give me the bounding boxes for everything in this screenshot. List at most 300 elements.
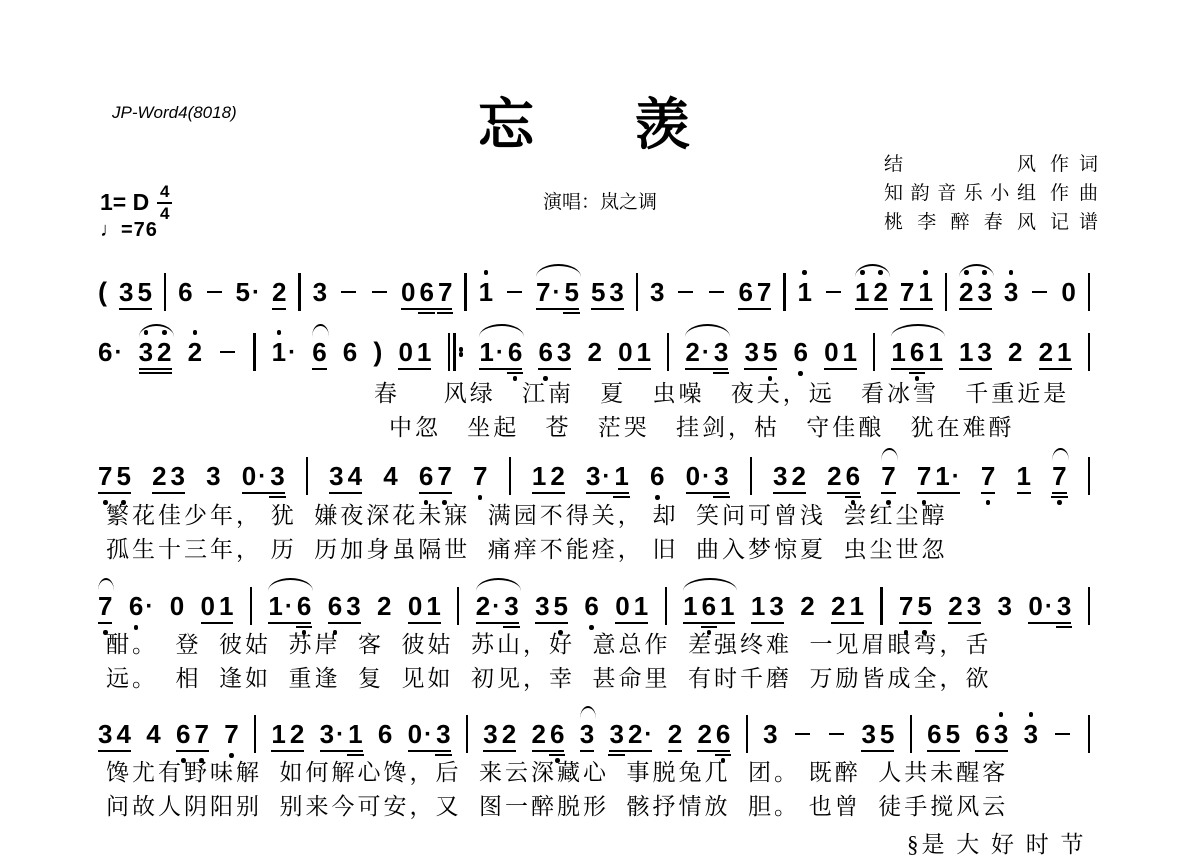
note-group — [476, 593, 519, 619]
barline — [910, 715, 912, 753]
tempo-value: =76 — [121, 219, 158, 241]
beam-line — [268, 622, 311, 624]
note — [967, 593, 981, 619]
note-digit: 1 — [426, 591, 441, 621]
note-digit: 6 — [312, 337, 327, 367]
note-group — [535, 593, 568, 619]
beam-line — [824, 368, 857, 370]
note — [236, 279, 260, 305]
beam-line — [176, 750, 209, 752]
beam-line — [538, 368, 571, 370]
beam-line — [927, 750, 960, 752]
note — [716, 721, 730, 747]
transcriber-role: 记谱 — [1050, 212, 1098, 233]
note — [535, 593, 549, 619]
sixteenth-beam — [296, 626, 312, 628]
note-group — [744, 339, 777, 365]
beam-line — [615, 622, 648, 624]
duration-dash — [709, 291, 724, 294]
beam-line — [917, 492, 960, 494]
octave-dot-high — [923, 270, 928, 275]
note — [550, 463, 564, 489]
octave-dot-low — [478, 495, 483, 500]
note-group — [176, 721, 209, 747]
note-digit: 0 — [241, 461, 257, 491]
note — [348, 721, 362, 747]
note-group — [224, 721, 238, 747]
note-digit: 3 — [118, 277, 134, 307]
note-group — [751, 593, 784, 619]
note-group — [98, 593, 112, 619]
note-group — [959, 339, 992, 365]
barline — [667, 333, 669, 371]
note-group — [586, 463, 629, 489]
note — [855, 279, 869, 305]
note-group — [668, 721, 682, 747]
note-digit: 6 — [738, 277, 753, 307]
note-digit: 1 — [272, 339, 286, 365]
note-digit: 2 — [831, 591, 846, 621]
note-digit: 3 — [994, 721, 1008, 747]
note-digit: 6 — [702, 593, 716, 619]
note — [702, 593, 716, 619]
note-digit: 1 — [683, 591, 698, 621]
note — [975, 721, 989, 747]
note-digit: 6 — [584, 593, 598, 619]
beam-line — [535, 622, 568, 624]
note-digit: 5 — [879, 719, 895, 749]
barline — [783, 273, 785, 311]
barline — [464, 273, 466, 311]
note — [242, 463, 266, 489]
note-digit: 3 — [650, 277, 665, 307]
note-group — [272, 279, 286, 305]
beam-line — [580, 750, 594, 752]
barline — [466, 715, 468, 753]
note-digit: 5 — [763, 339, 777, 365]
lyric-line: 中忽 坐起 苍 茫哭 挂剑，枯 守佳酿 犹在难酹 — [389, 415, 1015, 440]
note-group — [891, 339, 942, 365]
note-digit: 2 — [800, 591, 815, 621]
note — [224, 721, 238, 747]
note — [769, 593, 783, 619]
lyric-line: 馋尤有野味解 如何解心馋，后 来云深藏心 事脱兔几 团。 既醉 人共未醒客 — [106, 760, 1009, 785]
augmentation-dot: · — [602, 463, 611, 490]
note — [116, 463, 130, 489]
notation-line — [98, 272, 1090, 312]
note — [584, 593, 598, 619]
note — [146, 721, 160, 747]
key-label: 1= D — [100, 189, 150, 216]
augmentation-dot: · — [424, 721, 433, 748]
note — [188, 339, 202, 365]
note-group — [408, 721, 451, 747]
beam-line — [312, 368, 326, 370]
note-group — [320, 721, 363, 747]
note — [843, 339, 857, 365]
note-digit: 2 — [667, 719, 683, 749]
note-group — [383, 463, 397, 489]
note — [346, 593, 360, 619]
note-group — [119, 279, 152, 305]
lyricist-name: 结风 — [884, 154, 1036, 175]
octave-dot-low — [1057, 500, 1062, 505]
note-digit: 6 — [178, 277, 193, 307]
note-digit: 1 — [268, 591, 283, 621]
note-digit: 1 — [935, 461, 950, 491]
octave-dot-high — [144, 330, 149, 335]
note-digit: 2 — [873, 279, 887, 305]
note — [194, 721, 208, 747]
note — [329, 463, 343, 489]
note-digit: 3 — [206, 461, 221, 491]
note — [683, 593, 697, 619]
beam-line — [861, 750, 894, 752]
note — [773, 463, 787, 489]
sixteenth-beam — [503, 626, 519, 628]
beam-line — [959, 308, 992, 310]
note — [1039, 339, 1053, 365]
watermark-text: JP-Word4(8018) — [112, 103, 237, 122]
note-group — [98, 463, 131, 489]
note-digit: 2 — [531, 719, 546, 749]
duration-dash — [372, 291, 387, 294]
barline — [873, 333, 875, 371]
note — [637, 339, 651, 365]
note — [591, 279, 605, 305]
octave-dot-low — [986, 500, 991, 505]
note-group — [272, 339, 296, 365]
note — [119, 279, 133, 305]
note-digit: 2 — [289, 719, 305, 749]
note — [744, 339, 758, 365]
note-group — [827, 463, 860, 489]
beam-line — [683, 622, 734, 624]
note-group — [650, 463, 664, 489]
note-digit: 1 — [720, 591, 735, 621]
beam-line — [744, 368, 777, 370]
notation-line — [98, 586, 1090, 626]
note-digit: 0 — [618, 337, 633, 367]
note — [383, 463, 397, 489]
note-digit: 3 — [773, 461, 788, 491]
note-digit: 7 — [756, 277, 772, 307]
note — [479, 339, 503, 365]
note-digit: 2 — [1007, 337, 1023, 367]
note — [170, 593, 184, 619]
note — [320, 721, 344, 747]
octave-dot-low — [589, 625, 594, 630]
note — [508, 339, 522, 365]
beam-line — [591, 308, 624, 310]
beam-line — [98, 622, 112, 624]
note-digit: 3 — [1057, 593, 1071, 619]
sixteenth-beam — [418, 312, 434, 314]
parenthesis: ( — [98, 276, 107, 307]
note — [419, 279, 433, 305]
beam-line — [831, 622, 864, 624]
note-digit: 2 — [697, 719, 712, 749]
note-digit: 1 — [891, 337, 906, 367]
note-digit: 6 — [297, 593, 311, 619]
beam-line — [751, 622, 784, 624]
note-digit: 3 — [1024, 721, 1038, 747]
note-group — [1024, 721, 1038, 747]
note-group — [378, 721, 392, 747]
beam-line — [242, 492, 285, 494]
note — [798, 279, 812, 305]
note — [1024, 721, 1038, 747]
beam-line — [536, 308, 579, 310]
note-digit: 2 — [501, 719, 517, 749]
note — [1028, 593, 1052, 619]
augmentation-dot: · — [258, 463, 267, 490]
note-digit: 4 — [146, 719, 161, 749]
note-group — [398, 339, 431, 365]
beam-line — [697, 750, 730, 752]
note-digit: 1 — [1016, 461, 1031, 491]
note-digit: 0 — [1061, 277, 1076, 307]
note-group — [1052, 463, 1066, 489]
note-digit: 7 — [536, 277, 551, 307]
beam-line — [959, 368, 992, 370]
note-digit: 3 — [769, 591, 784, 621]
note-group — [917, 463, 960, 489]
duration-dash — [220, 351, 235, 354]
note — [618, 339, 632, 365]
note-digit: 0 — [685, 461, 701, 491]
note-digit: 1 — [271, 719, 286, 749]
lyricist-role: 作词 — [1050, 154, 1098, 175]
note-group — [313, 279, 327, 305]
barline — [509, 457, 511, 495]
beam-line — [773, 492, 806, 494]
augmentation-dot: · — [702, 463, 711, 490]
note — [994, 721, 1008, 747]
credit-composer — [884, 179, 1114, 208]
note-group — [580, 721, 594, 747]
note-digit: 0 — [407, 719, 423, 749]
note-digit: 2 — [271, 277, 287, 307]
note — [824, 339, 838, 365]
note-group — [268, 593, 311, 619]
lyric-line: 繁花佳少年， 犹 嫌夜深花未寐 满园不得关， 却 笑问可曾浅 尝红尘醇 — [106, 503, 948, 528]
page-title: 忘 羡 — [478, 95, 692, 157]
note-digit: 3 — [714, 463, 728, 489]
note — [714, 339, 728, 365]
note-digit: 2 — [550, 461, 565, 491]
note-digit: 0 — [398, 337, 413, 367]
note-group — [794, 339, 808, 365]
note-digit: 7 — [899, 593, 913, 619]
note — [586, 463, 610, 489]
note-digit: 1 — [531, 461, 547, 491]
note — [977, 279, 991, 305]
note — [504, 593, 518, 619]
note — [1052, 463, 1066, 489]
transcriber-name: 桃李醉春风 — [884, 212, 1036, 233]
note — [1004, 279, 1018, 305]
beam-line — [139, 372, 172, 374]
note — [1008, 339, 1022, 365]
performer-subtitle: 演唱：岚之调 — [542, 192, 657, 213]
duration-dash — [826, 291, 841, 294]
note-group — [1061, 279, 1075, 305]
note-digit: 1 — [1057, 337, 1072, 367]
note — [116, 721, 130, 747]
time-signature-bottom: 4 — [160, 204, 170, 224]
note-digit: 6 — [927, 719, 942, 749]
note — [328, 593, 342, 619]
tempo-marking — [100, 220, 158, 240]
note-group — [1028, 593, 1071, 619]
note-digit: 1 — [750, 591, 766, 621]
note-digit: 6 — [98, 337, 113, 367]
notation-line — [98, 714, 1090, 754]
note-group — [242, 463, 285, 489]
note-group — [188, 339, 202, 365]
note-digit: 6 — [910, 339, 924, 365]
beam-line — [152, 492, 185, 494]
barline — [250, 587, 252, 625]
octave-dot-high — [982, 270, 987, 275]
note — [861, 721, 875, 747]
note — [1057, 593, 1071, 619]
note-group — [532, 721, 565, 747]
barline — [298, 273, 300, 311]
note-digit: 3 — [98, 719, 113, 749]
augmentation-dot: · — [951, 463, 960, 490]
note — [98, 593, 112, 619]
note — [502, 721, 516, 747]
augmentation-dot: · — [492, 593, 501, 620]
note — [850, 593, 864, 619]
note — [614, 463, 628, 489]
note — [378, 721, 392, 747]
note — [800, 593, 814, 619]
augmentation-dot: · — [114, 339, 123, 366]
note — [343, 339, 357, 365]
beam-line — [827, 492, 860, 494]
note-digit: 3 — [170, 461, 186, 491]
note-digit: 2 — [377, 591, 392, 621]
note-digit: 3 — [504, 593, 518, 619]
note — [998, 593, 1012, 619]
note-digit: 0 — [401, 277, 416, 307]
note — [476, 593, 500, 619]
note — [398, 339, 412, 365]
note-digit: 2 — [157, 339, 171, 365]
note-group — [763, 721, 777, 747]
beam-line — [586, 492, 629, 494]
note-digit: 3 — [585, 461, 601, 491]
note-digit: 7 — [881, 463, 895, 489]
sixteenth-beam — [1051, 496, 1067, 498]
octave-dot-high — [878, 270, 883, 275]
note-digit: 4 — [383, 461, 398, 491]
note-digit: 7 — [473, 463, 487, 489]
note — [554, 593, 568, 619]
note-digit: 2 — [791, 461, 806, 491]
credit-transcriber — [884, 208, 1114, 237]
note-digit: 6 — [377, 719, 393, 749]
note — [959, 339, 973, 365]
octave-dot-low — [798, 371, 803, 376]
note — [538, 339, 552, 365]
barline — [1088, 587, 1090, 625]
barline — [1088, 273, 1090, 311]
duration-dash — [1055, 733, 1070, 736]
note — [419, 463, 433, 489]
notation-line — [98, 456, 1090, 496]
note-group — [900, 279, 933, 305]
beam-line — [419, 492, 452, 494]
note-digit: 3 — [346, 591, 361, 621]
note — [697, 721, 711, 747]
beam-line — [479, 368, 522, 370]
note-digit: 2 — [1038, 337, 1054, 367]
note-group — [855, 279, 888, 305]
note — [918, 279, 932, 305]
note — [98, 339, 122, 365]
notation-line — [98, 332, 1090, 372]
note — [408, 593, 422, 619]
note-digit: 7 — [917, 463, 931, 489]
note — [609, 721, 623, 747]
note-digit: 1 — [479, 279, 493, 305]
note-group — [408, 593, 441, 619]
note-digit: 3 — [483, 719, 498, 749]
lyric-line: 问故人阴阳别 别来今可安，又 图一醉脱形 骸抒情放 胆。 也曾 徒手搅风云 — [106, 794, 1009, 819]
note — [609, 279, 623, 305]
note-digit: 3 — [997, 591, 1012, 621]
note — [981, 463, 995, 489]
note-digit: 5 — [564, 279, 578, 305]
note-digit: 3 — [319, 719, 335, 749]
note-group — [170, 593, 184, 619]
note-group — [685, 339, 728, 365]
note — [532, 721, 546, 747]
note-group — [800, 593, 814, 619]
note — [98, 463, 112, 489]
note-digit: 3 — [535, 591, 550, 621]
note-group — [178, 279, 192, 305]
note — [313, 279, 327, 305]
duration-dash — [207, 291, 222, 294]
note-digit: 2 — [827, 461, 842, 491]
note-group — [831, 593, 864, 619]
beam-line — [408, 622, 441, 624]
sixteenth-beam — [715, 754, 731, 756]
note — [272, 339, 296, 365]
augmentation-dot: · — [288, 339, 297, 366]
note — [628, 721, 652, 747]
note-digit: 1 — [219, 591, 234, 621]
augmentation-dot: · — [251, 279, 260, 306]
beam-line — [855, 308, 888, 310]
note — [757, 279, 771, 305]
barline — [253, 333, 255, 371]
note — [899, 593, 913, 619]
note-digit: 3 — [1004, 279, 1018, 305]
note — [910, 339, 924, 365]
lyric-line: 春 风绿 江南 夏 虫噪 夜天，远 看冰雪 千重近是 — [374, 381, 1070, 406]
sixteenth-beam — [713, 496, 729, 498]
duration-dash — [678, 291, 693, 294]
note — [437, 463, 451, 489]
note — [977, 339, 991, 365]
note-group — [686, 463, 729, 489]
